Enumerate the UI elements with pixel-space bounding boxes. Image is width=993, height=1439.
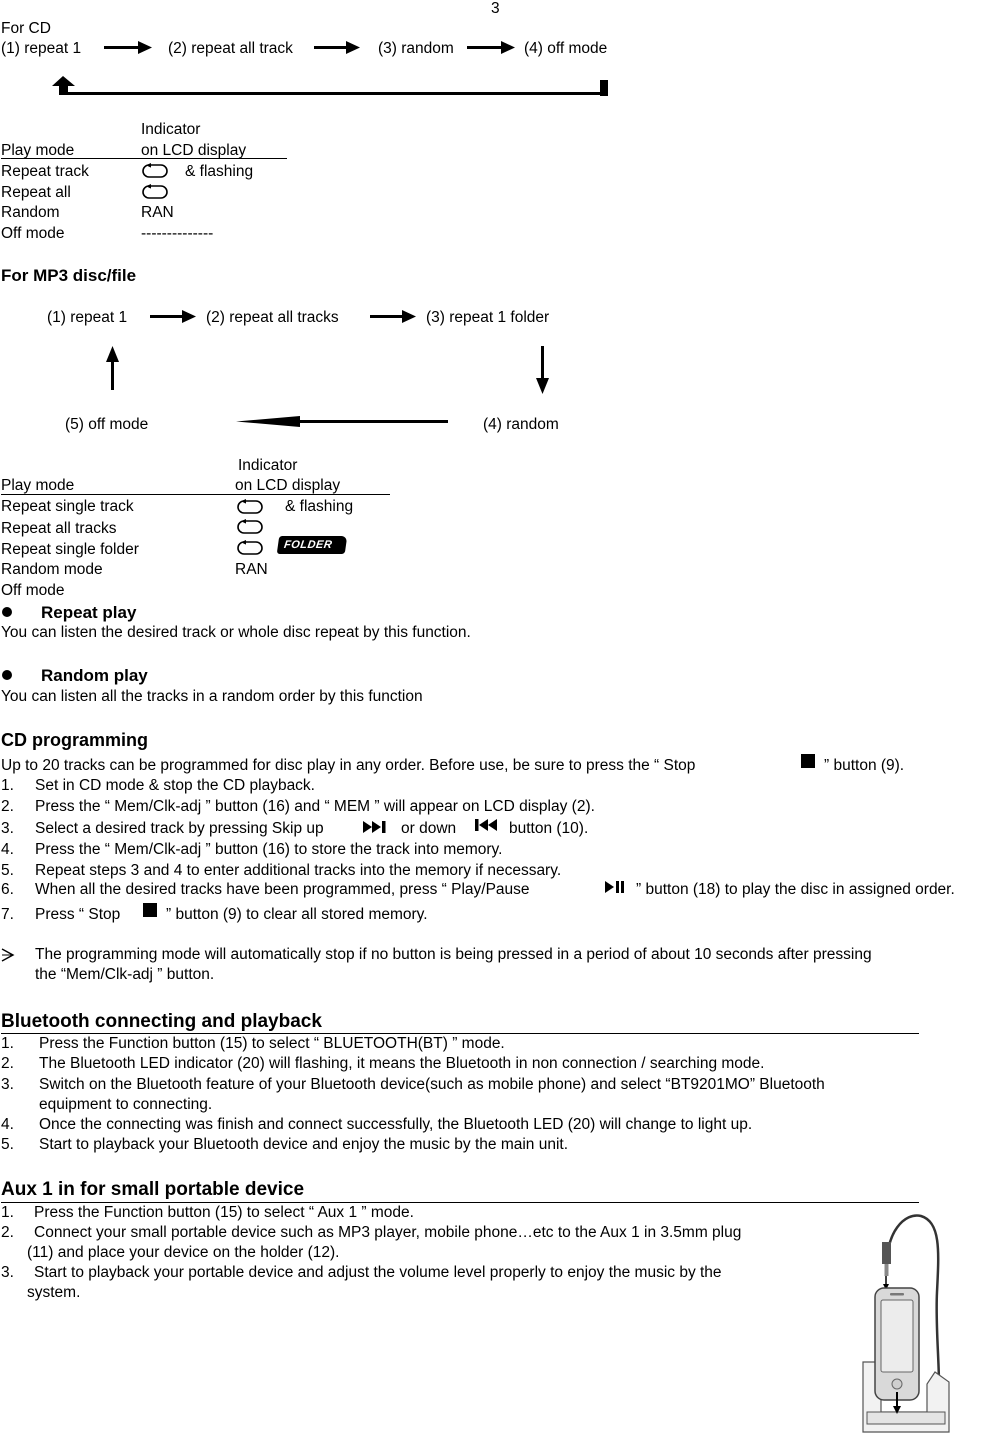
cd-mode-1: (1) repeat 1	[1, 40, 82, 57]
cd-programming-intro-a: Up to 20 tracks can be programmed for disc play in any order. Before use, be sure to press the “ Stop	[1, 757, 696, 774]
aux-step-text-3: Start to playback your portable device and adjust the volume level properly to enjoy the music by the	[34, 1264, 722, 1281]
bt-step-text-2: The Bluetooth LED indicator (20) will flashing, it means the Bluetooth in non connection / searching mode.	[39, 1055, 765, 1072]
bt-step-text-4: Once the connecting was finish and connect successfully, the Bluetooth LED (20) will change to light up.	[39, 1116, 753, 1133]
skip-back-icon	[474, 818, 502, 832]
mp3-mode-5: (5) off mode	[65, 416, 149, 433]
bt-step-num-2: 2.	[1, 1055, 14, 1072]
cd-step-text-7a: Press “ Stop	[35, 906, 121, 923]
cd-row-mode-2: Repeat all	[1, 184, 71, 201]
mp3-table-header-display: on LCD display	[235, 477, 341, 494]
aux-step-text-2: Connect your small portable device such as MP3 player, mobile phone…etc to the Aux 1 in 3.5mm plug	[34, 1224, 742, 1241]
mp3-row-mode-4: Random mode	[1, 561, 103, 578]
folder-indicator-label: FOLDER	[283, 539, 334, 551]
cd-step-text-7b: ” button (9) to clear all stored memory.	[166, 906, 428, 923]
cd-step-text-3c: button (10).	[509, 820, 589, 837]
cd-step-num-1: 1.	[1, 777, 14, 794]
mp3-mode-4: (4) random	[483, 416, 559, 433]
cd-mode-4: (4) off mode	[524, 40, 608, 57]
cd-step-text-2: Press the “ Mem/Clk-adj ” button (16) and “ MEM ” will appear on LCD display (2).	[35, 798, 595, 815]
cd-mode-3: (3) random	[378, 40, 454, 57]
cd-step-num-6: 6.	[1, 881, 14, 898]
bt-step-num-5: 5.	[1, 1136, 14, 1153]
cd-step-num-4: 4.	[1, 841, 14, 858]
cd-row-indicator-1: & flashing	[185, 163, 254, 180]
page-number: 3	[491, 0, 500, 17]
mp3-heading: For MP3 disc/file	[1, 266, 137, 285]
mp3-mode-3: (3) repeat 1 folder	[426, 309, 550, 326]
mp3-table-header-indicator: Indicator	[238, 457, 298, 474]
mp3-row-indicator-1: & flashing	[285, 498, 354, 515]
aux-step-text-2-cont: (11) and place your device on the holder (12).	[27, 1244, 340, 1261]
mp3-row-indicator-4: RAN	[235, 561, 268, 578]
bluetooth-heading: Bluetooth connecting and playback	[1, 1011, 322, 1032]
cd-row-mode-4: Off mode	[1, 225, 65, 242]
repeat-icon	[237, 499, 263, 515]
cd-row-indicator-3: RAN	[141, 204, 174, 221]
arrowhead-bullet-icon	[1, 948, 15, 962]
repeat-icon	[237, 540, 263, 556]
stop-icon	[143, 903, 157, 917]
aux-step-num-3: 3.	[1, 1264, 14, 1281]
aux-step-num-1: 1.	[1, 1204, 14, 1221]
phone-on-holder-illustration	[855, 1212, 955, 1438]
random-play-title: Random play	[41, 666, 148, 685]
cd-programming-note-line2: the “Mem/Clk-adj ” button.	[35, 966, 215, 983]
cd-table-header-rule	[1, 158, 287, 159]
folder-indicator-icon	[277, 536, 348, 554]
cd-step-text-1: Set in CD mode & stop the CD playback.	[35, 777, 315, 794]
mp3-row-mode-2: Repeat all tracks	[1, 520, 117, 537]
random-play-text: You can listen all the tracks in a random order by this function	[1, 688, 423, 705]
aux-step-num-2: 2.	[1, 1224, 14, 1241]
cd-table-header-indicator: Indicator	[141, 121, 201, 138]
repeat-play-title: Repeat play	[41, 603, 137, 622]
bt-step-text-3: Switch on the Bluetooth feature of your Bluetooth device(such as mobile phone) and select “BT9201MO” Bluetooth	[39, 1076, 825, 1093]
cd-row-mode-1: Repeat track	[1, 163, 89, 180]
cd-step-text-3b: or down	[401, 820, 457, 837]
cd-mode-2: (2) repeat all track	[168, 40, 293, 57]
repeat-icon	[142, 184, 168, 200]
mp3-table-header-mode: Play mode	[1, 477, 75, 494]
cd-step-num-7: 7.	[1, 906, 14, 923]
cd-step-num-5: 5.	[1, 862, 14, 879]
cd-step-text-6a: When all the desired tracks have been programmed, press “ Play/Pause	[35, 881, 530, 898]
skip-forward-icon	[363, 820, 391, 834]
mp3-mode-1: (1) repeat 1	[47, 309, 128, 326]
bt-step-num-4: 4.	[1, 1116, 14, 1133]
bt-step-num-1: 1.	[1, 1035, 14, 1052]
bt-step-text-1: Press the Function button (15) to select “ BLUETOOTH(BT) ” mode.	[39, 1035, 505, 1052]
aux-step-text-3-cont: system.	[27, 1284, 81, 1301]
cd-step-text-5: Repeat steps 3 and 4 to enter additional tracks into the memory if necessary.	[35, 862, 562, 879]
cd-step-text-6b: ” button (18) to play the disc in assigned order.	[636, 881, 955, 898]
cd-step-num-2: 2.	[1, 798, 14, 815]
cd-step-num-3: 3.	[1, 820, 14, 837]
repeat-icon	[237, 519, 263, 535]
bt-step-text-3-cont: equipment to connecting.	[39, 1096, 213, 1113]
mp3-mode-2: (2) repeat all tracks	[206, 309, 339, 326]
mp3-table-header-rule	[1, 494, 390, 495]
cd-step-text-3a: Select a desired track by pressing Skip up	[35, 820, 324, 837]
cd-table-header-mode: Play mode	[1, 142, 75, 159]
repeat-play-text: You can listen the desired track or whole disc repeat by this function.	[1, 624, 471, 641]
play-pause-icon	[605, 880, 627, 894]
bt-step-num-3: 3.	[1, 1076, 14, 1093]
aux-heading: Aux 1 in for small portable device	[1, 1179, 305, 1200]
aux-step-text-1: Press the Function button (15) to select “ Aux 1 ” mode.	[34, 1204, 414, 1221]
cd-programming-intro-b: ” button (9).	[824, 757, 905, 774]
cd-label: For CD	[1, 20, 51, 37]
cd-row-indicator-4: --------------	[141, 225, 214, 242]
cd-step-text-4: Press the “ Mem/Clk-adj ” button (16) to store the track into memory.	[35, 841, 503, 858]
cd-programming-note-line1: The programming mode will automatically stop if no button is being pressed in a period of about 10 seconds after pressing	[35, 946, 872, 963]
mp3-row-mode-1: Repeat single track	[1, 498, 134, 515]
repeat-icon	[142, 163, 168, 179]
mp3-row-mode-3: Repeat single folder	[1, 541, 139, 558]
cd-table-header-display: on LCD display	[141, 142, 247, 159]
cd-programming-heading: CD programming	[1, 730, 149, 750]
mp3-row-mode-5: Off mode	[1, 582, 65, 599]
cd-row-mode-3: Random	[1, 204, 60, 221]
bullet-icon	[2, 670, 12, 680]
bullet-icon	[2, 607, 12, 617]
stop-icon	[801, 754, 815, 768]
cd-mode-cycle-arrows	[0, 36, 620, 98]
bt-step-text-5: Start to playback your Bluetooth device and enjoy the music by the main unit.	[39, 1136, 569, 1153]
mp3-mode-cycle-arrows	[0, 300, 620, 440]
aux-heading-rule	[1, 1202, 919, 1203]
bluetooth-heading-rule	[1, 1033, 919, 1034]
